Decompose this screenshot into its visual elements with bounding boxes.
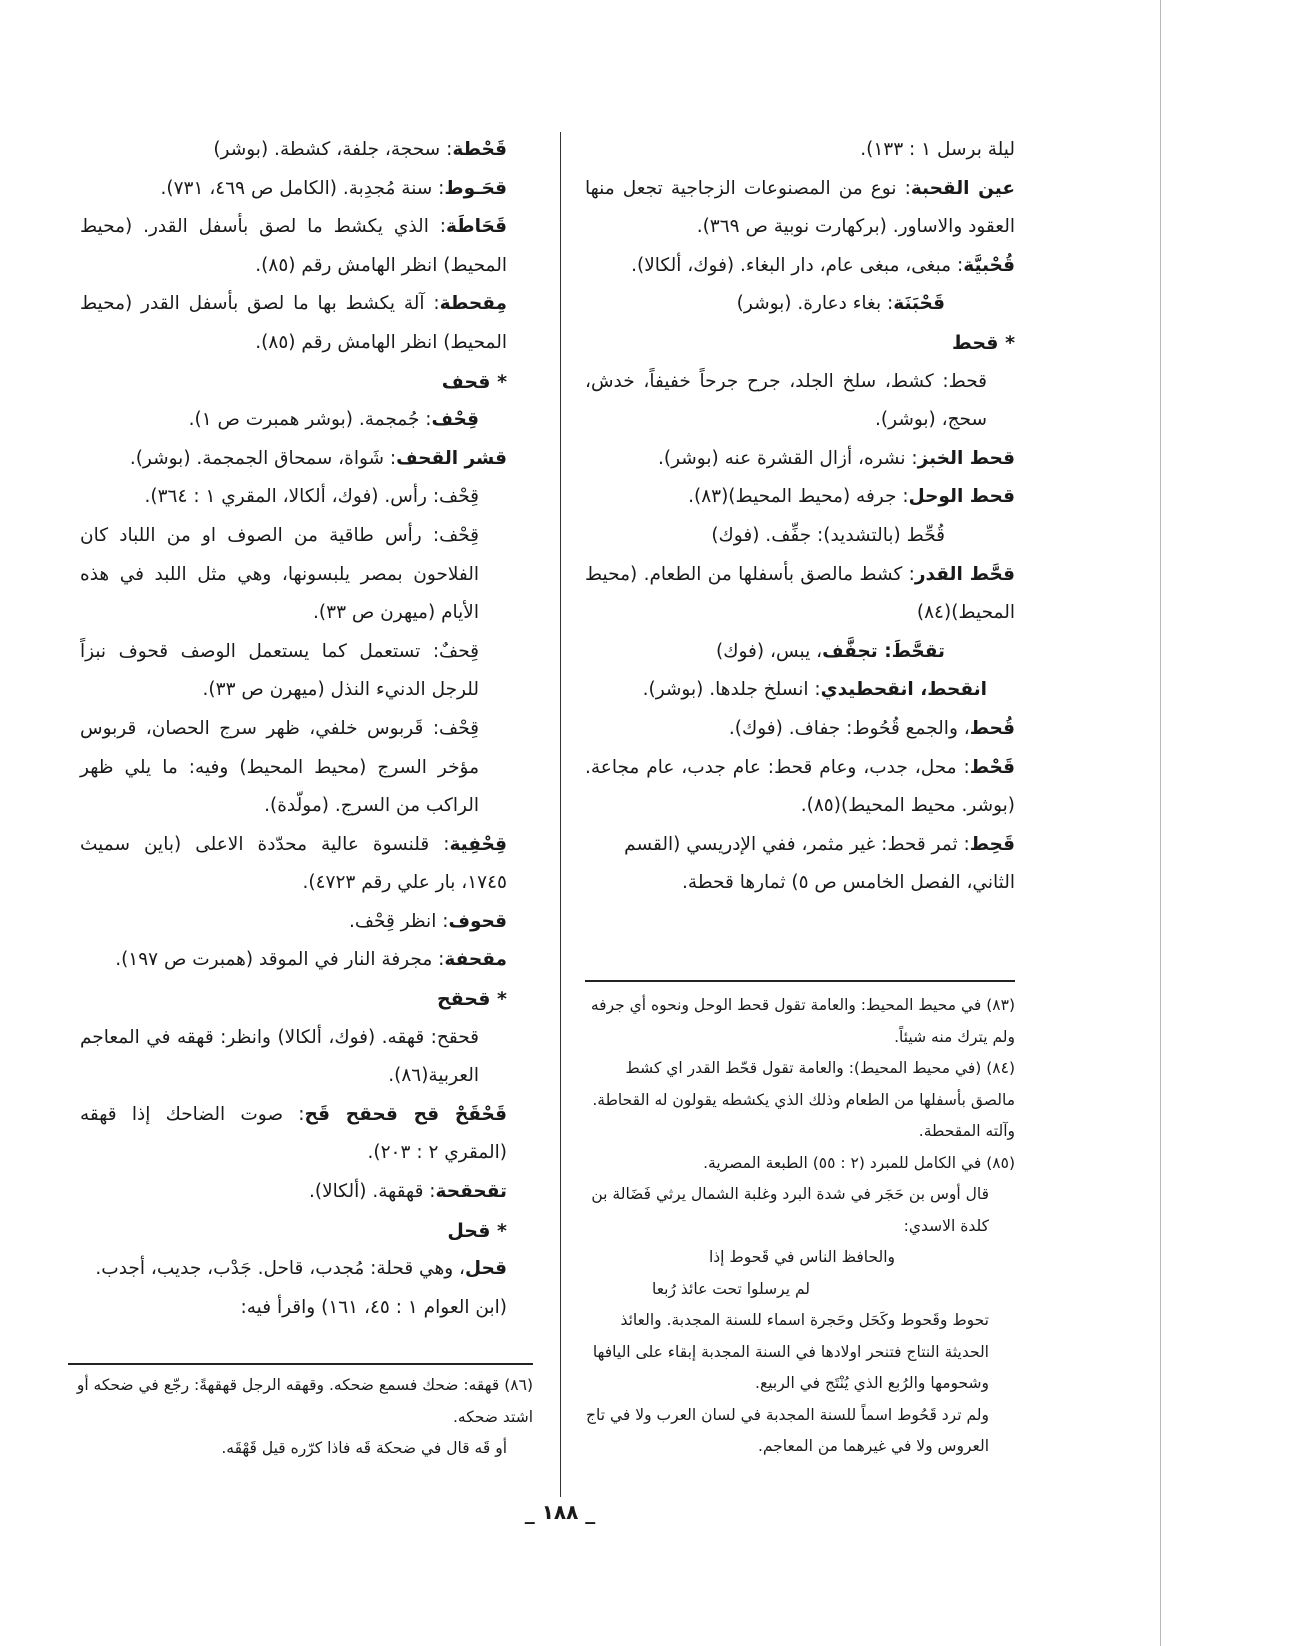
entry-text: : ثمر قحط: غير مثمر، ففي الإدريسي (القسم الثاني، الفصل الخامس ص ٥) ثمارها قحطة.	[624, 833, 1015, 894]
footnotes-right	[585, 990, 1015, 1463]
entry-text: قِحفٌ: تستعمل كما يستعمل الوصف قحوف نبزاً للرجل الدنيء النذل (ميهرن ص ٣٣).	[80, 640, 479, 701]
entry-headword: قحَّط القدر	[914, 563, 1016, 585]
entry-headword: قحل	[465, 1258, 507, 1280]
dictionary-entry	[80, 710, 507, 826]
entry-text: ، يبس، (فوك)	[716, 640, 823, 662]
dictionary-entry	[80, 1173, 507, 1212]
entry-text: : صوت الضاحك إذا قهقه (المقري ٢ : ٢٠٣).	[80, 1103, 507, 1164]
entry-headword: قَحَاطَة	[445, 216, 507, 238]
entry-text: : قهقهة. (ألكالا).	[308, 1181, 436, 1203]
entry-text: : سنة مُجدِبة. (الكامل ص ٤٦٩، ٧٣١).	[160, 177, 445, 199]
dictionary-entry	[80, 633, 507, 710]
footnote-line	[585, 1274, 1015, 1306]
dictionary-entry	[80, 208, 507, 285]
dictionary-entry	[80, 826, 507, 903]
dictionary-entry	[585, 478, 1015, 517]
dictionary-entry	[585, 633, 1015, 672]
entry-text: قحقح: قهقه. (فوك، ألكالا) وانظر: قهقه في المعاجم العربية(٨٦).	[80, 1026, 479, 1087]
entry-headword: قحوف	[448, 910, 507, 932]
dictionary-entry	[585, 170, 1015, 247]
dictionary-entry	[80, 285, 507, 362]
dictionary-entry	[80, 941, 507, 980]
dictionary-entry	[585, 826, 1015, 903]
entry-headword: قحط الخبز	[917, 447, 1015, 469]
entry-text: قحط: كشط، سلخ الجلد، جرح جرحاً خفيفاً، خدش، سحج، (بوشر).	[585, 370, 987, 431]
entry-text: والحافظ الناس في قَحوط إذا	[708, 1248, 895, 1266]
entry-headword: قحط الوحل	[908, 486, 1015, 508]
footnote-rule-right	[585, 980, 1015, 982]
entry-text: لم يرسلوا تحت عائذ رُبعا	[651, 1279, 810, 1298]
entry-text: أو قَه قال في ضحكة قَه فاذا كرّره قيل قَهْقَه.	[221, 1439, 507, 1457]
entry-text: قُحِّط (بالتشديد): جفِّف. (فوك)	[711, 524, 945, 546]
left-column	[80, 131, 507, 1327]
entry-headword: قَحْطة	[452, 139, 507, 160]
right-column	[585, 131, 1015, 903]
entry-text: قِحْف: رأس. (فوك، ألكالا، المقري ١ : ٣٦٤).	[144, 486, 479, 508]
footnote-line	[585, 1400, 1015, 1463]
entry-headword: قَحِط	[969, 833, 1015, 855]
dictionary-entry	[585, 131, 1015, 170]
dictionary-entry	[80, 170, 507, 209]
footnote-line	[68, 1370, 533, 1433]
entry-headword: قَحْط	[969, 756, 1015, 778]
entry-headword: عين القحبة	[910, 177, 1015, 199]
entry-text: : بغاء دعارة. (بوشر)	[736, 293, 894, 315]
footnote-line	[585, 1053, 1015, 1148]
entry-text: ، والجمع قُحُوط: جفاف. (فوك).	[728, 717, 970, 739]
dictionary-entry	[585, 671, 1015, 710]
entry-text: : انسلخ جلدها. (بوشر).	[642, 679, 821, 701]
dictionary-entry	[585, 363, 1015, 440]
entry-headword: تقحقحة	[435, 1181, 507, 1203]
section-heading: * قحل	[447, 1219, 507, 1242]
entry-headword: قُحط	[969, 717, 1015, 739]
entry-text: (٨٦) قهقه: ضحك فسمع ضحكه. وقهقه الرجل قهقهةً: رجّع في ضحكه أو اشتد ضحكه.	[76, 1376, 533, 1426]
entry-headword: تقحَّطَ: تجفَّف	[822, 640, 945, 662]
entry-text: تحوط وقَحوط وكَحَل وحَجرة اسماء للسنة المجدبة. والعائذ الحديثة النتاج فتنحر اولادها في السنة المجدبة إبقاء على اليافها وشحومها والرُبع الذي يُنْتَج في الربيع.	[592, 1311, 989, 1392]
entry-text: : انظر قِحْف.	[348, 910, 449, 932]
entry-text: : نشره، أزال القشرة عنه (بوشر).	[657, 447, 918, 469]
entry-headword: قِحْفِية	[449, 833, 507, 855]
entry-text: (٨٥) في الكامل للمبرد (٢ : ٥٥) الطبعة المصرية.	[703, 1153, 1015, 1172]
entry-text: : محل، جدب، وعام قحط: عام جدب، عام مجاعة. (بوشر. محيط المحيط)(٨٥).	[585, 756, 1015, 817]
entry-headword: مِقحطة	[439, 293, 507, 315]
footnote-line	[585, 1148, 1015, 1180]
section-heading: * قحف	[441, 370, 507, 393]
entry-headword: قَحْقَحْ قح قحقح قَح	[304, 1103, 507, 1125]
dictionary-entry	[80, 401, 507, 440]
page-number: _ ١٨٨ _	[524, 1500, 596, 1524]
entry-text: قِحْف: قَربوس خلفي، ظهر سرج الحصان، قربوس مؤخر السرج (محيط المحيط) وفيه: ما يلي ظهر الراكب من السرج. (مولّدة).	[80, 717, 479, 817]
page-edge-line	[1160, 0, 1161, 1646]
entry-text: : مبغى، مبغى عام، دار البغاء. (فوك، ألكالا).	[631, 254, 964, 276]
section-heading: * قحقح	[436, 988, 507, 1011]
footnote-rule-left	[68, 1363, 533, 1365]
entry-text: قِحْف: رأس طاقية من الصوف او من اللباد كان الفلاحون بمصر يلبسونها، وهي مثل اللبد في هذه الأيام (ميهرن ص ٣٣).	[80, 524, 479, 624]
entry-headword: انقحط، انقحطيدي	[820, 679, 987, 701]
dictionary-entry	[585, 710, 1015, 749]
entry-text: : آلة يكشط بها ما لصق بأسفل القدر (محيط المحيط) انظر الهامش رقم (٨٥).	[80, 293, 507, 353]
entry-text: : نوع من المصنوعات الزجاجية تجعل منها العقود والاساور. (بركهارت نوبية ص ٣٦٩).	[585, 177, 1015, 238]
entry-headword: قِحْف	[431, 409, 479, 431]
footnote-line	[585, 990, 1015, 1053]
footnote-line	[68, 1433, 533, 1465]
entry-text: (٨٣) في محيط المحيط: والعامة تقول قحط الوحل ونحوه أي جرفه ولم يترك منه شيئاً.	[590, 996, 1015, 1046]
section-heading: * قحط	[951, 331, 1015, 354]
dictionary-entry	[585, 247, 1015, 286]
entry-headword: قُحْبيَّة	[963, 254, 1015, 276]
entry-text: ، وهي قحلة: مُجدب، قاحل. جَدْب، جديب، أجدب. (ابن العوام ١ : ٤٥، ١٦١) واقرأ فيه:	[95, 1258, 507, 1318]
column-divider	[560, 132, 561, 1497]
entry-text: : سحجة، جلفة، كشطة. (بوشر)	[213, 139, 453, 160]
footnote-line	[585, 1179, 1015, 1242]
entry-text: : الذي يكشط ما لصق بأسفل القدر. (محيط المحيط) انظر الهامش رقم (٨٥).	[80, 216, 507, 276]
entry-text: : جُمجمة. (بوشر همبرت ص ١).	[188, 409, 432, 431]
entry-text: (٨٤) (في محيط المحيط): والعامة تقول قحّط القدر اي كشط مالصق بأسفلها من الطعام وذلك الذي يكشطه يقولون له القحاطة. وآلته المقحطة.	[592, 1059, 1015, 1140]
entry-text: ولم ترد قَحُوط اسماً للسنة المجدبة في لسان العرب ولا في تاج العروس ولا في غيرهما من المعاجم.	[586, 1405, 989, 1455]
dictionary-entry	[80, 517, 507, 633]
dictionary-entry	[80, 478, 507, 517]
entry-text: ليلة برسل ١ : ١٣٣).	[860, 139, 1015, 160]
dictionary-entry	[80, 1019, 507, 1096]
dictionary-entry	[80, 903, 507, 942]
dictionary-entry	[80, 131, 507, 170]
dictionary-entry	[80, 1250, 507, 1327]
entry-headword: قشر القحف	[396, 447, 507, 469]
entry-text: : شَواة، سمحاق الجمجمة. (بوشر).	[129, 447, 397, 469]
entry-text: : قلنسوة عالية محدّدة الاعلى (باين سميث ١٧٤٥، بار علي رقم ٤٧٢٣).	[80, 833, 507, 894]
footnote-line	[585, 1305, 1015, 1400]
entry-headword: قَحْبَنَة	[893, 293, 945, 315]
entry-text: : جرفه (محيط المحيط)(٨٣).	[688, 486, 909, 508]
footnotes-left	[68, 1370, 533, 1465]
dictionary-entry	[585, 517, 1015, 556]
entry-text: : كشط مالصق بأسفلها من الطعام. (محيط المحيط)(٨٤)	[585, 563, 1015, 624]
entry-text: : مجرفة النار في الموقد (همبرت ص ١٩٧).	[115, 949, 445, 971]
entry-headword: مقحفة	[444, 949, 507, 971]
dictionary-entry	[585, 556, 1015, 633]
dictionary-entry	[80, 440, 507, 479]
dictionary-entry	[585, 285, 1015, 324]
entry-text: قال أوس بن حَجَر في شدة البرد وغلبة الشمال يرثي فَضَالة بن كلدة الاسدي:	[591, 1185, 989, 1235]
dictionary-entry	[80, 1096, 507, 1173]
entry-headword: قحَـوط	[444, 177, 507, 199]
dictionary-entry	[585, 749, 1015, 826]
footnote-line	[585, 1242, 1015, 1274]
dictionary-entry	[585, 440, 1015, 479]
